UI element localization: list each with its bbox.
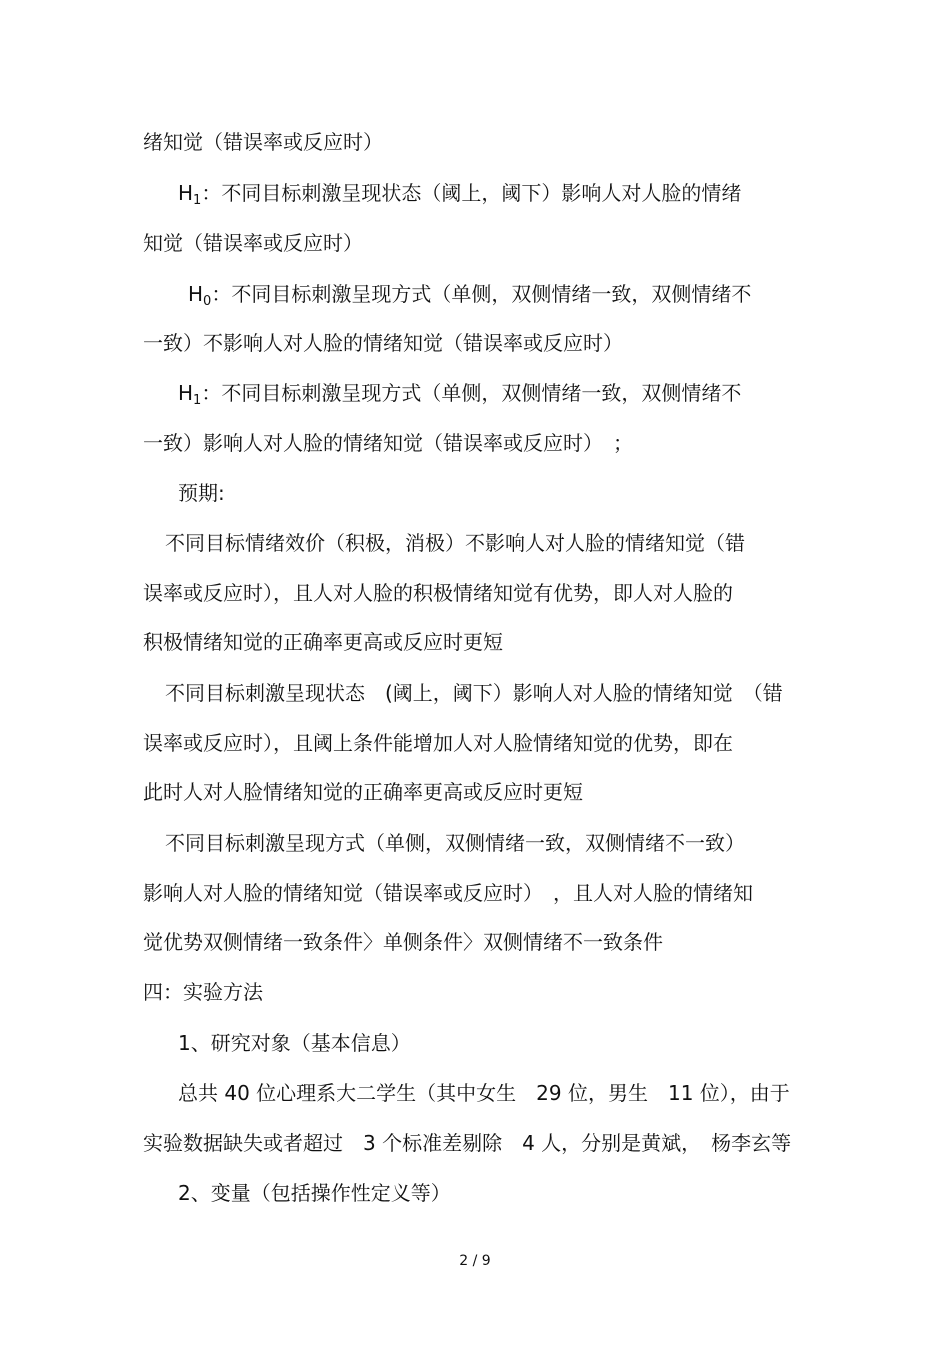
hypothesis-subscript: 1 (193, 193, 202, 208)
text-line: 实验数据缺失或者超过 3 个标准差剔除 4 人，分别是黄斌， 杨李玄等 (143, 1131, 792, 1155)
hypothesis-line (188, 281, 751, 315)
text-line: 积极情绪知觉的正确率更高或反应时更短 (143, 630, 503, 654)
section-label: 预期: (178, 481, 225, 505)
hypothesis-text: ：不同目标刺激呈现方式（单侧，双侧情绪一致，双侧情绪不 (211, 282, 752, 306)
text-line: 误率或反应时），且人对人脸的积极情绪知觉有优势，即人对人脸的 (143, 581, 733, 605)
text-line: 影响人对人脸的情绪知觉（错误率或反应时） ，且人对人脸的情绪知 (143, 881, 753, 905)
subsection-heading: 1、研究对象（基本信息） (178, 1031, 411, 1055)
hypothesis-line (178, 380, 741, 414)
text-line: 不同目标刺激呈现方式（单侧，双侧情绪一致，双侧情绪不一致） (165, 831, 745, 855)
hypothesis-subscript: 0 (203, 294, 212, 309)
hypothesis-line (178, 180, 741, 214)
hypothesis-symbol: H (178, 381, 194, 405)
text-line: 误率或反应时），且阈上条件能增加人对人脸情绪知觉的优势，即在 (143, 731, 733, 755)
text-line: 知觉（错误率或反应时） (143, 231, 363, 255)
hypothesis-symbol: H (178, 181, 194, 205)
page-number: 2 / 9 (459, 1253, 491, 1269)
text-line: 觉优势双侧情绪一致条件〉单侧条件〉双侧情绪不一致条件 (143, 930, 663, 954)
text-line: 总共 40 位心理系大二学生（其中女生 29 位，男生 11 位），由于 (178, 1081, 790, 1105)
hypothesis-symbol: H (188, 282, 204, 306)
text-line: 此时人对人脸情绪知觉的正确率更高或反应时更短 (143, 780, 583, 804)
hypothesis-subscript: 1 (193, 393, 202, 408)
text-line: 绪知觉（错误率或反应时） (143, 130, 383, 154)
hypothesis-text: ：不同目标刺激呈现状态（阈上，阈下）影响人对人脸的情绪 (201, 181, 742, 205)
hypothesis-text: ：不同目标刺激呈现方式（单侧，双侧情绪一致，双侧情绪不 (201, 381, 742, 405)
section-heading: 四：实验方法 (143, 980, 263, 1004)
text-line: 不同目标刺激呈现状态 (阈上，阈下）影响人对人脸的情绪知觉 （错 (165, 681, 783, 705)
text-line: 一致）不影响人对人脸的情绪知觉（错误率或反应时） (143, 331, 623, 355)
text-line: 一致）影响人对人脸的情绪知觉（错误率或反应时） ； (143, 431, 633, 455)
text-line: 不同目标情绪效价（积极，消极）不影响人对人脸的情绪知觉（错 (165, 531, 745, 555)
subsection-heading: 2、变量（包括操作性定义等） (178, 1181, 451, 1205)
